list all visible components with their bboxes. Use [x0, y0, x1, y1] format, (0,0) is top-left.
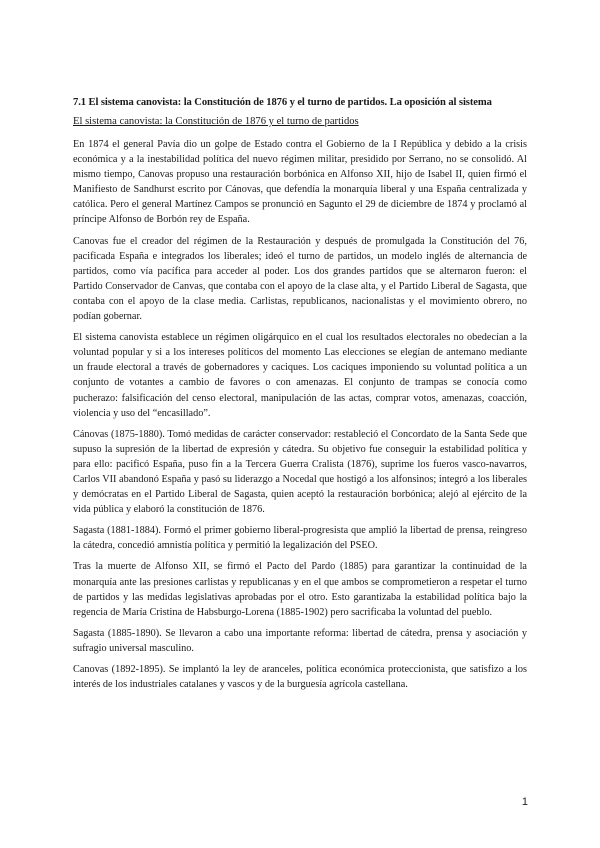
paragraph-canovas-1892: Canovas (1892-1895). Se implantó la ley de aranceles, política económica proteccionista, que satisfizo a los interés de los industriales catalanes y vascos y de la burguesía agrícola castellana. — [73, 664, 527, 691]
paragraph-restauracion: En 1874 el general Pavía dio un golpe de Estado contra el Gobierno de la I República y debido a la crisis económica y a la inestabilidad política del nuevo régimen militar, presidido por Serrano, no se consolidó. Al mismo tiempo, Canovas propuso una restauración borbónica en Alfonso XII, hijo de Isabel II, quien firmó el Manifiesto de Sandhurst escrito por Cánovas, que defendía la monarquía liberal y una España centralizada y católica. Pero el general Martínez Campos se pronunció en Sagunto el 29 de diciembre de 1874 y proclamó al príncipe Alfonso de Borbón rey de España. — [73, 139, 527, 226]
paragraph-pacto-pardo: Tras la muerte de Alfonso XII, se firmó el Pacto del Pardo (1885) para garantizar la continuidad de la monarquía ante las presiones carlistas y republicanas y en el que ambos se comprometieron a respetar el turno de partidos y las medidas legislativas aprobadas por el otro. Esto garantizaba la estabilidad política bajo la regencia de María Cristina de Habsburgo-Lorena (1885-1902) pero sacrificaba la voluntad del pueblo. — [73, 561, 527, 618]
section-subtitle: El sistema canovista: la Constitución de 1876 y el turno de partidos — [73, 116, 359, 127]
document-page — [73, 96, 527, 698]
paragraph-sagasta-1885: Sagasta (1885-1890). Se llevaron a cabo una importante reforma: libertad de cátedra, prensa y asociación y sufragio universal masculino. — [73, 627, 527, 654]
paragraph-canovas-1875: Cánovas (1875-1880). Tomó medidas de carácter conservador: restableció el Concordato de la Santa Sede que supuso la supresión de la libertad de expresión y cátedra. Su objetivo fue conseguir la estabilidad política y para ello: pacificó España, puso fin a la Tercera Guerra Cralista (1876), suprime los fueros vasco-navarros, Carlos VII abandonó España y pasó su liderazgo a Nocedal que hostigó a los alfonsinos; integró a los liberales y demócratas en el Partido Liberal de Sagasta, quien aceptó la restauración borbónica; alejó al ejército de la vida pública y elaboró la constitución de 1876. — [73, 428, 527, 516]
document-title: 7.1 El sistema canovista: la Constitución de 1876 y el turno de partidos. La oposición al sistema — [73, 97, 492, 108]
paragraph-sagasta-1881: Sagasta (1881-1884). Formó el primer gobierno liberal-progresista que amplió la libertad de prensa, reingreso la cátedra, concedió amnistía política y permitió la legalización del PSEO. — [73, 525, 527, 552]
paragraph-turno-partidos: Canovas fue el creador del régimen de la Restauración y después de promulgada la Constitución del 76, pacificada España e integrados los liberales; ideó el turno de partidos, un modelo inglés de alternancia de partidos, como vía pacífica para acceder al poder. Los dos grandes partidos que se alternaron fueron: el Partido Conservador de Canvas, que contaba con el apoyo de la clase alta, y el Partido Liberal de Sagasta, que contaba con el apoyo de la clase media. Carlistas, republicanos, nacionalistas y el movimiento obrero, no podían gobernar. — [73, 235, 527, 323]
paragraph-regimen-oligarquico: El sistema canovista establece un régimen oligárquico en el cual los resultados electorales no obedecían a la voluntad popular y si a los intereses políticos del momento Las elecciones se elegían de antemano mediante un fraude electoral a través de gobernadores y caciques. Los caciques imponiendo su voluntad política a un conjunto de votantes a cambio de favores o con amenazas. El conjunto de trampas se conocía como pucherazo: falsificación del censo electoral, manipulación de las actas, comprar votos, amenazas, coacción, violencia y uso del “encasillado”. — [73, 332, 527, 419]
page-number: 1 — [521, 796, 528, 808]
